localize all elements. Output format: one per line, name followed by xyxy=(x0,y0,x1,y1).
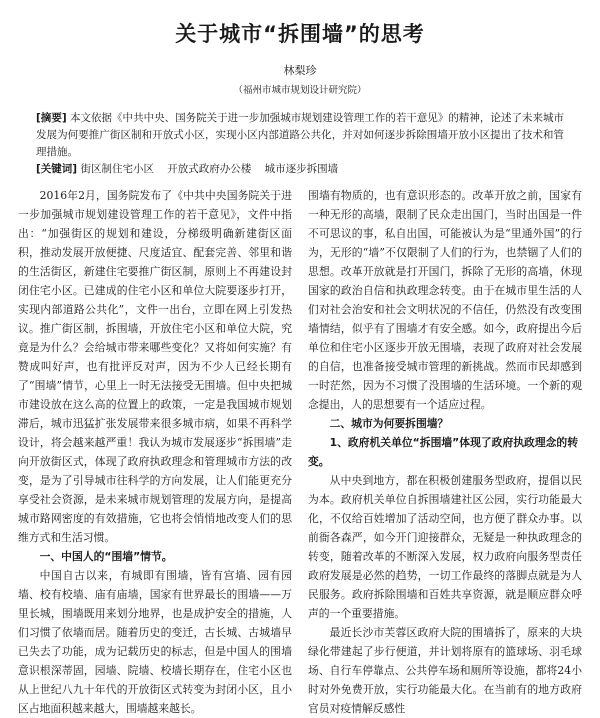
body-paragraph: 2016年2月，国务院发布了《中共中央国务院关于进一步加强城市规划建设管理工作的若干意见》，文件中指出：“加强街区的规划和建设，分梯级明确新建街区面积，推动发展开放便捷、尺度适宜、配套完善、邻里和谐的生活街区，新建住宅要推广街区制，原则上不再建设封闭住宅小区。已建成的住宅小区和单位大院要逐步打开，实现内部道路公共化”，文件一出台，立即在网上引发热议。推广街区制，拆围墙，开放住宅小区和单位大院，究竟是为什么？会给城市带来哪些变化？又将如何实施？有赞成叫好声，也有批评反对声，因为不少人已经长期有了“围墙”情节，心里上一时无法接受无围墙。但中央把城市建设放在这么高的位置上的政策，一定是我国城市规划滞后，城市迅猛扩张发展带来很多城市病，如果不再科学设计，将会越来越严重！我认为城市发展逐步“拆围墙”走向开放街区式，体现了政府执政理念和管理城市方法的改变，是为了引导城市往科学的方向发展，让人们能更充分享受社会资源，是未来城市规划管理的发展方向，是提高城市路网密度的有效措施，它也将会悄悄地改变人们的思维方式和生活习惯。 xyxy=(18,189,292,544)
section-heading: 一、中国人的“围墙”情节。 xyxy=(39,550,173,563)
body-paragraph: 围墙有物质的，也有意识形态的。改革开放之前，国家有一种无形的高墙，限制了民众走出国门，当时出国是一件不可思议的事，私自出国，可能被认为是“里通外国”的行为，无形的“墙”不仅限制了人们的行为，也禁锢了人们的思想。改革开放就是打开国门，拆除了无形的高墙，休现国家的政治自信和执政理念转变。由于在城市里生活的人们对社会治安和社会文明状况的不信任，仍然没有改变围墙情结，似乎有了围墙才有安全感。如今，政府提出今后单位和住宅小区逐步开放无围墙，表现了政府对社会发展的自信，也准备接受城市管理的新挑战。然而市民却感到一时茫然，因为不习惯了没围墙的生活环境。一个新的观念提出，人的思想要有一个适应过程。 xyxy=(308,189,582,411)
body-paragraph: 从中央到地方，都在积极创建服务型政府，提倡以民为本。政府机关单位自拆围墙建社区公园，实行功能最大化，不仅给百姓增加了活动空间，也方便了群众办事。以前衙各森严，如今开门迎接群众，无疑是一种执政理念的转变，随着改革的不断深入发展，权力政府向服务型责任政府发展是必然的趋势，一切工作最终的落脚点就是为人民服务。政府拆除围墙和百姓共享资源，就是顺应群众呼声的一个重要措施。 xyxy=(308,474,582,620)
right-column xyxy=(308,186,582,718)
body-paragraph: 中国自古以来，有城即有围墙，皆有宫墙、园有园墙、校有校墙、庙有庙墙，国家有世界最长的围墙——万里长城，围墙既用来划分地界，也是成护安全的措施，人们习惯了依墙而居。随着历史的变迁，古长城、古城墙早已失去了功能，成为记载历史的标志，但是中国人的围墙意识根深蒂固，园墙、院墙、校墙长期存在，住宅小区也从上世纪八九十年代的开放街区式转变为封闭小区，且小区占地面积越来越大，围墙越来越长。 xyxy=(18,569,292,715)
abstract-label: [摘要] xyxy=(36,112,67,124)
keyword: 街区制住宅小区 xyxy=(80,163,154,175)
left-column xyxy=(18,186,292,718)
keywords-label: [关键词] xyxy=(36,163,78,175)
abstract xyxy=(36,110,564,161)
keyword: 城市逐步拆围墙 xyxy=(264,163,339,175)
author-name: 林梨珍 xyxy=(283,64,317,77)
abstract-text: 本文依据《中共中央、国务院关于进一步加强城市规划建设管理工作的若干意见》的精神，论述了未来城市发展为何要推广街区制和开放式小区，实现小区内部道路公共化，并对如何逐步拆除围墙开放小区提出了技术和管理措施。 xyxy=(36,112,565,158)
article-title: 关于城市“拆围墙”的思考 xyxy=(175,22,425,46)
body-paragraph: 最近长沙市芙蓉区政府大院的围墙拆了，原来的大块绿化带建起了步行便道，并计划将原有的篮球场、羽毛球场、自行车停靠点、公共停车场和厕所等设施，都将24小时对外免费开放，实行功能最大化。在当前有的地方政府官员对疫情解反感性 xyxy=(308,626,582,715)
subsection-heading: 1、政府机关单位“拆围墙”体现了政府执政理念的转变。 xyxy=(308,436,579,468)
section-heading: 二、城市为何要拆围墙？ xyxy=(329,417,449,430)
keywords xyxy=(36,161,564,178)
body-columns xyxy=(18,186,582,718)
keyword: 开放式政府办公楼 xyxy=(167,163,252,175)
author-affiliation: （福州市城市规划设计研究院） xyxy=(233,85,367,96)
